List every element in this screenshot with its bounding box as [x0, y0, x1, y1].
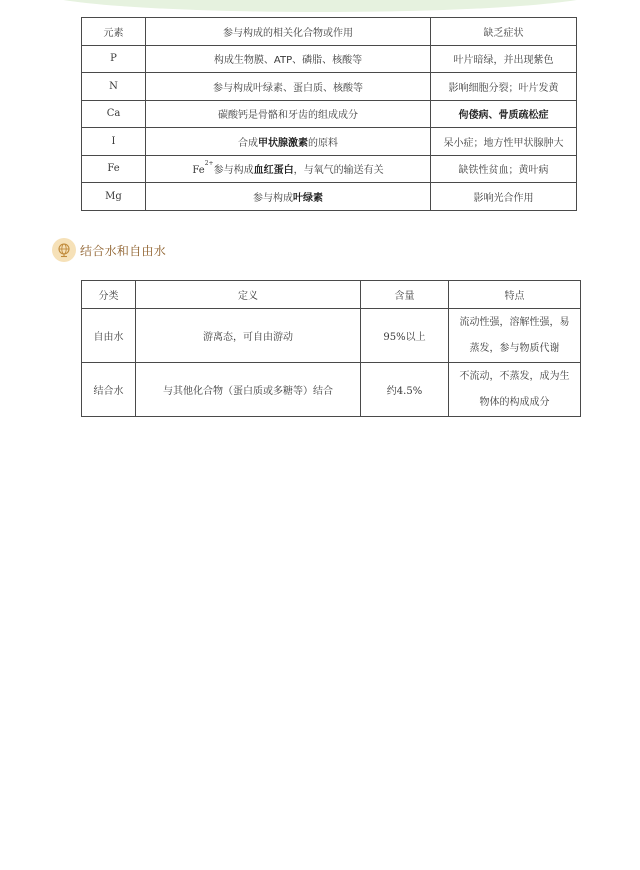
elements-table — [81, 17, 577, 211]
table-row — [82, 128, 577, 156]
role-cell — [146, 128, 431, 156]
table-row — [82, 100, 577, 128]
role-prefix: 合成 — [238, 137, 258, 149]
ion-charge: 2+ — [204, 160, 214, 168]
role-prefix: 参与构成 — [253, 192, 293, 204]
deficiency-cell: 影响光合作用 — [431, 183, 577, 211]
element-cell: Fe — [82, 155, 146, 183]
element-cell: N — [82, 73, 146, 101]
role-prefix: 参与构成 — [213, 165, 254, 177]
header-traits: 特点 — [449, 281, 581, 309]
water-traits-cell: 流动性强，溶解性强，易蒸发，参与物质代谢 — [449, 309, 581, 363]
element-cell: I — [82, 128, 146, 156]
table-row — [82, 309, 581, 363]
table-row — [82, 183, 577, 211]
role-cell: 参与构成叶绿素、蛋白质、核酸等 — [146, 73, 431, 101]
header-content: 含量 — [361, 281, 449, 309]
table-row — [82, 155, 577, 183]
water-type-cell: 自由水 — [82, 309, 136, 363]
role-highlight: 叶绿素 — [293, 192, 323, 204]
table-header-row — [82, 281, 581, 309]
role-highlight: 甲状腺激素 — [258, 137, 308, 149]
table-header-row — [82, 18, 577, 46]
deficiency-cell: 叶片暗绿，并出现紫色 — [431, 45, 577, 73]
role-cell — [146, 183, 431, 211]
header-deficiency: 缺乏症状 — [431, 18, 577, 46]
element-cell: Mg — [82, 183, 146, 211]
header-element: 元素 — [82, 18, 146, 46]
top-decoration — [40, 0, 600, 12]
deficiency-cell: 缺铁性贫血；黄叶病 — [431, 155, 577, 183]
role-cell: 碳酸钙是骨骼和牙齿的组成成分 — [146, 100, 431, 128]
role-cell: 构成生物膜、ATP、磷脂、核酸等 — [146, 45, 431, 73]
header-role: 参与构成的相关化合物或作用 — [146, 18, 431, 46]
water-type-cell: 结合水 — [82, 363, 136, 417]
role-cell — [146, 155, 431, 183]
element-cell: P — [82, 45, 146, 73]
header-definition: 定义 — [136, 281, 361, 309]
water-content-cell: 95%以上 — [361, 309, 449, 363]
deficiency-cell: 佝偻病、骨质疏松症 — [431, 100, 577, 128]
globe-icon — [52, 238, 76, 262]
deficiency-cell: 影响细胞分裂；叶片发黄 — [431, 73, 577, 101]
element-cell: Ca — [82, 100, 146, 128]
section-title: 结合水和自由水 — [80, 243, 167, 258]
table-row — [82, 73, 577, 101]
table-row — [82, 45, 577, 73]
header-type: 分类 — [82, 281, 136, 309]
water-definition-cell: 游离态，可自由游动 — [136, 309, 361, 363]
role-highlight: 血红蛋白 — [253, 165, 294, 177]
water-table — [81, 280, 581, 417]
ion-base: Fe — [192, 165, 205, 177]
water-traits-cell: 不流动，不蒸发，成为生物体的构成成分 — [449, 363, 581, 417]
role-suffix: 的原料 — [308, 137, 338, 149]
table-row — [82, 363, 581, 417]
water-content-cell: 约4.5% — [361, 363, 449, 417]
role-suffix: ，与氧气的输送有关 — [293, 165, 384, 177]
water-definition-cell: 与其他化合物（蛋白质或多糖等）结合 — [136, 363, 361, 417]
section-heading — [52, 238, 166, 262]
deficiency-cell: 呆小症；地方性甲状腺肿大 — [431, 128, 577, 156]
